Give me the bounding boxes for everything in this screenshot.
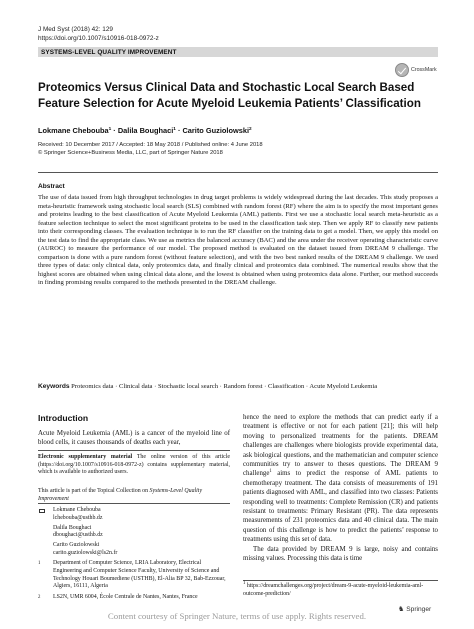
author-name: Lokmane Chebouba	[38, 126, 109, 135]
affiliation-text: LS2N, UMR 6004, École Centrale de Nantes, Nantes, France	[53, 593, 198, 600]
footnote-link[interactable]: https://dreamchallenges.org/project/dream-9-acute-myeloid-leukemia-aml-outcome-prediction/	[243, 583, 424, 597]
contact-name: Carito Guziolowski	[53, 542, 100, 549]
esm-text: The online version of this article (	[38, 454, 230, 468]
esm-label: Electronic supplementary material	[38, 454, 133, 460]
supplementary-note	[38, 450, 230, 477]
journal-citation: J Med Syst (2018) 42: 129	[38, 26, 113, 33]
abstract-heading: Abstract	[38, 183, 65, 190]
topical-collection-name: Systems-Level Quality Improvement	[38, 488, 203, 502]
esm-text: ) contains supplementary material, which is available to authorized users.	[38, 461, 230, 476]
footnote-mark[interactable]: 1	[269, 469, 272, 475]
contact-name: Lokmane Chebouba	[53, 507, 101, 513]
intro-right-column	[243, 413, 438, 564]
crossmark-label: CrossMark	[411, 67, 437, 73]
intro-text: hence the need to explore the methods that can predict early if a treatment is effective or not for each patient	[243, 414, 438, 431]
author-affil-mark: 1	[108, 126, 112, 131]
crossmark-badge[interactable]	[395, 61, 443, 81]
affiliation	[38, 594, 230, 602]
intro-heading: Introduction	[38, 413, 89, 423]
contact-entry	[38, 507, 230, 522]
affiliation-text: Department of Computer Science, LRIA Laboratory, Electrical Engineering and Computer Science Faculty, University of Science and Technology Houari Boumediene (USTHB), El-Alia BP 32, Bab-Ezzouar, Algiers, 16111, Algeria	[53, 560, 226, 590]
received-accepted: Received: 10 December 2017 / Accepted: 18 May 2018 / Published online: 4 June 2018	[38, 142, 263, 148]
journal-header	[38, 26, 159, 43]
contact-email[interactable]: carito.guziolowski@ls2n.fr	[53, 549, 118, 556]
author-name: Carito Guziolowski	[182, 126, 249, 135]
author-name: Dalila Boughaci	[117, 126, 174, 135]
paper-title: Proteomics Versus Clinical Data and Stochastic Local Search Based Feature Selection for Acute Myeloid Leukemia Patients’ Classification	[38, 81, 421, 110]
contact-entry	[38, 525, 230, 540]
author-list	[38, 126, 252, 135]
keywords	[38, 383, 438, 392]
divider	[38, 172, 438, 173]
footnote-number: 1	[243, 581, 246, 586]
abstract-text: The use of data issued from high throughput technologies in drug target problems is widely widespread during the last decades. This study proposes a meta-heuristic framework using stochastic local search (SLS) combined with random forest (RF) where the aim is to specify the most important genes and proteins leading to the best classification of Acute Myeloid Leukemia (AML) patients. First we use a stochastic local search meta-heuristic as a feature selection technique to select the most significant proteins to be used in the classification task step. Then we apply RF to classify new patients into their corresponding classes. The evaluation technique is to run the RF classifier on the training data to get a model. Then, we apply this model on the test data to find the appropriate class. We use as metrics the balanced accuracy (BAC) and the area under the receiver operating characteristic curve (AUROC) to measure the performance of our model. The proposed method is evaluated on the dataset issued from DREAM 9 challenge. The comparison is done with a pure random forest (without feature selection), and with the two best ranked results of the DREAM 9 challenge. We used three types of data: only clinical data, only proteomics data, and finally clinical and proteomics data combined. The numerical results show that the highest scores are obtained when using clinical data alone, and the lowest is obtained when using proteomics data alone. Further, our method succeeds in finding promising results compared to the methods presented in the DREAM challenge.	[38, 194, 438, 287]
author-affil-mark: 1	[173, 126, 176, 131]
section-label: SYSTEMS-LEVEL QUALITY IMPROVEMENT	[41, 48, 177, 56]
springer-horse-icon: ♞	[398, 606, 405, 613]
contact-name: Dalila Boughaci	[53, 524, 92, 531]
citation-link[interactable]: [21]	[381, 423, 393, 431]
author-affil-mark: 2	[249, 126, 252, 131]
contact-email[interactable]: dboughaci@usthb.dz	[53, 532, 103, 539]
keywords-label: Keywords	[38, 383, 70, 390]
footnote	[243, 580, 438, 598]
topical-text: This article is part of the Topical Collection on	[38, 488, 150, 494]
affiliation	[38, 560, 230, 590]
copyright-line: © Springer Science+Business Media, LLC, part of Springer Nature 2018	[38, 150, 223, 156]
intro-text: aims to predict the response of AML patients to chemotherapy treatment. The data consists of measurements of 191 patients diagnosed with AML, and classified into two classes: Patients responding well to treatments: Complete Remission (CR) and patients resistant to treatments: Primary Resistant (PR). The data represents measurements of 231 proteomics data and 40 clinical data. The main question of this challenge is how to predict the patients’ response to treatments using this set of data.	[243, 470, 438, 544]
keywords-list: Proteomics data · Clinical data · Stochastic local search · Random forest · Classification · Acute Myeloid Leukemia	[71, 383, 378, 390]
affiliation-mark: 1	[38, 561, 41, 567]
topical-collection	[38, 488, 230, 503]
section-band	[38, 47, 438, 57]
contact-email[interactable]: lchebouba@usthb.dz	[53, 514, 103, 521]
author-separator: ·	[111, 126, 118, 135]
envelope-icon	[38, 507, 53, 522]
crossmark-icon	[395, 63, 409, 77]
publication-dates	[38, 141, 263, 157]
author-separator: ·	[175, 126, 183, 135]
intro-paragraph: The data provided by DREAM 9 is large, noisy and contains missing values. Processing this data is time	[243, 545, 438, 563]
intro-left-paragraph: Acute Myeloid Leukemia (AML) is a cancer of the myeloid line of blood cells, it causes thousands of deaths each year,	[38, 430, 230, 447]
intro-text: ; this will help moving to personalized treatments for the patients. DREAM challenges are challenges where biologists provide experimental data, ask biological questions, and the mathematician and computer science communities try to answer to theses questions. The DREAM 9 challenge	[243, 423, 439, 478]
affiliation-mark: 2	[38, 594, 41, 600]
contact-entry	[38, 542, 230, 557]
esm-doi-link[interactable]: https://doi.org/10.1007/s10916-018-0972-z	[39, 461, 142, 468]
courtesy-watermark: Content courtesy of Springer Nature, terms of use apply. Rights reserved.	[107, 611, 367, 621]
publisher-name: Springer	[406, 606, 432, 613]
contact-block	[38, 503, 230, 601]
doi-link[interactable]: https://doi.org/10.1007/s10916-018-0972-z	[38, 34, 159, 42]
